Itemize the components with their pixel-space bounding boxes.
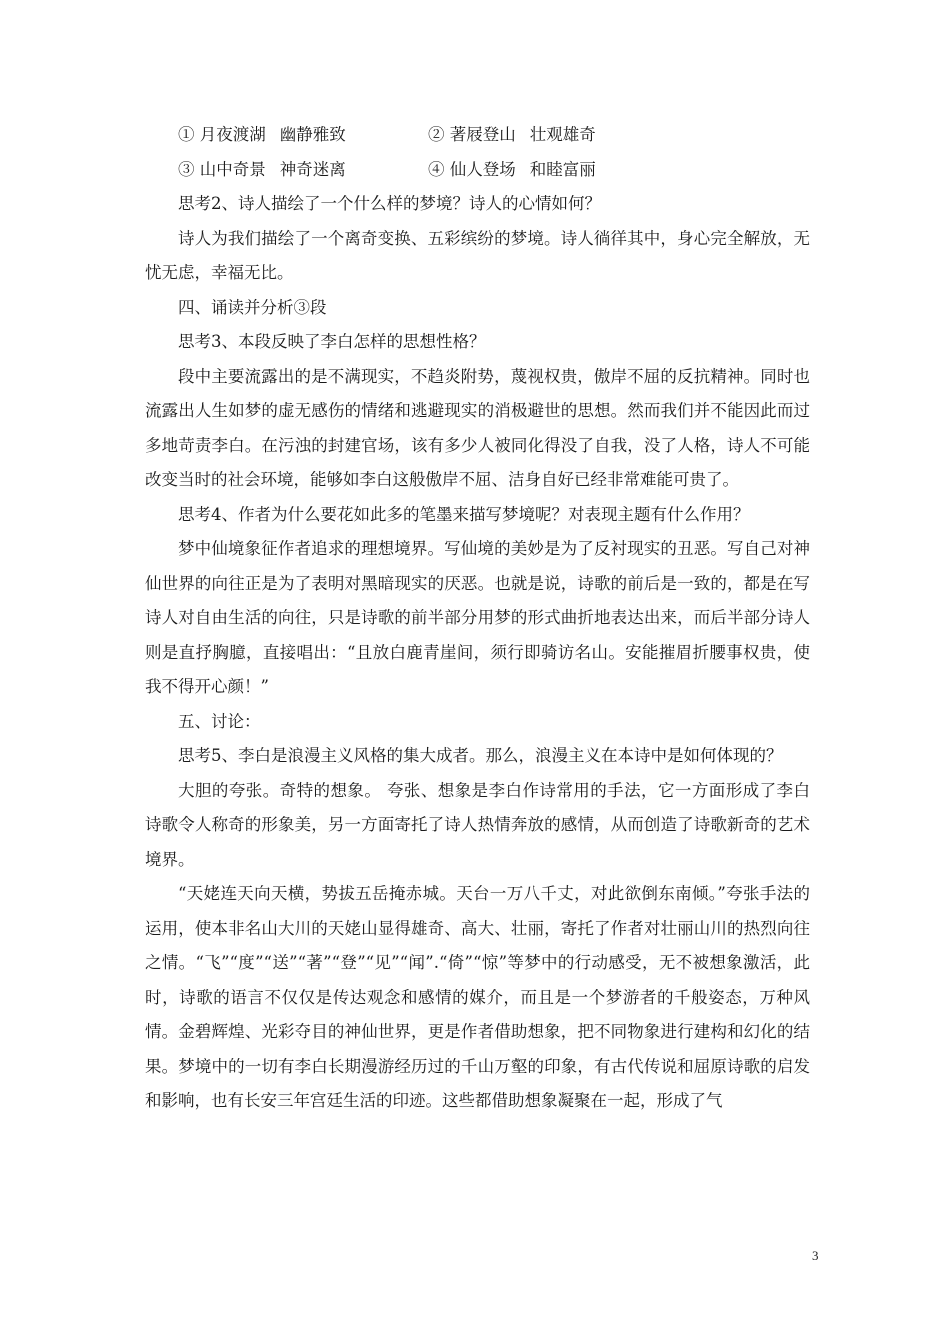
list-row-1 — [145, 118, 810, 153]
list-number: ④ — [428, 159, 445, 179]
list-item — [428, 153, 678, 188]
question-3: 思考3、本段反映了李白怎样的思想性格？ — [178, 332, 486, 351]
document-page — [145, 118, 810, 1119]
section-heading-4: 四、诵读并分析③段 — [178, 297, 327, 317]
section-heading-5: 五、讨论： — [178, 711, 261, 731]
answer-3: 段中主要流露出的是不满现实，不趋炎附势，蔑视权贵，傲岸不屈的反抗精神。同时也流露出人生如梦的虚无感伤的情绪和逃避现实的消极避世的思想。然而我们并不能因此而过多地苛责李白。在污浊的封建官场，该有多少人被同化得没了自我，没了人格，诗人不可能改变当时的社会环境，能够如李白这般傲岸不屈、洁身自好已经非常难能可贵了。 — [145, 366, 810, 489]
list-number: ② — [428, 125, 445, 144]
answer-4: 梦中仙境象征作者追求的理想境界。写仙境的美妙是为了反衬现实的丑恶。写自己对神仙世界的向往正是为了表明对黑暗现实的厌恶。也就是说，诗歌的前后是一致的，都是在写诗人对自由生活的向往，只是诗歌的前半部分用梦的形式曲折地表达出来，而后半部分诗人则是直抒胸臆，直接唱出：“且放白鹿青崖间，须行即骑访名山。安能摧眉折腰事权贵，使我不得开心颜！” — [145, 539, 810, 696]
question-4: 思考4、作者为什么要花如此多的笔墨来描写梦境呢？对表现主题有什么作用？ — [178, 504, 750, 524]
page-number: 3 — [812, 1248, 819, 1263]
list-number: ① — [178, 125, 195, 144]
question-5: 思考5、李白是浪漫主义风格的集大成者。那么，浪漫主义在本诗中是如何体现的？ — [178, 746, 783, 765]
list-scene: 山中奇景 — [199, 159, 266, 179]
list-item — [428, 118, 678, 153]
list-desc: 神奇迷离 — [279, 159, 346, 179]
answer-2: 诗人为我们描绘了一个离奇变换、五彩缤纷的梦境。诗人徜徉其中，身心完全解放，无忧无虑，幸福无比。 — [145, 228, 810, 282]
answer-6: “天姥连天向天横，势拔五岳掩赤城。天台一万八千丈，对此欲倒东南倾。”夸张手法的运用，使本非名山大川的天姥山显得雄奇、高大、壮丽，寄托了作者对壮丽山川的热烈向往之情。“飞”“度”“送”“著”“登”“见”“闻”.“倚”“惊”等梦中的行动感受，无不被想象激活，此时，诗歌的语言不仅仅是传达观念和感情的媒介，而且是一个梦游者的千般姿态，万种风情。金碧辉煌、光彩夺目的神仙世界，更是作者借助想象，把不同物象进行建构和幻化的结果。梦境中的一切有李白长期漫游经历过的千山万壑的印象，有古代传说和屈原诗歌的启发和影响，也有长安三年宫廷生活的印迹。这些都借助想象凝聚在一起，形成了气 — [145, 884, 810, 1110]
list-item — [178, 118, 428, 153]
question-2: 思考2、诗人描绘了一个什么样的梦境？诗人的心情如何？ — [178, 194, 601, 213]
list-scene: 月夜渡湖 — [199, 125, 266, 144]
list-row-2 — [145, 153, 810, 188]
list-item — [178, 153, 428, 188]
answer-5: 大胆的夸张。奇特的想象。 夸张、想象是李白作诗常用的手法，它一方面形成了李白诗歌令人称奇的形象美，另一方面寄托了诗人热情奔放的感情，从而创造了诗歌新奇的艺术境界。 — [145, 780, 810, 869]
list-number: ③ — [178, 159, 195, 179]
list-desc: 壮观雄奇 — [529, 125, 596, 144]
list-desc: 幽静雅致 — [279, 125, 346, 144]
list-desc: 和睦富丽 — [529, 159, 596, 179]
list-scene: 著屐登山 — [449, 125, 516, 144]
list-scene: 仙人登场 — [449, 159, 516, 179]
